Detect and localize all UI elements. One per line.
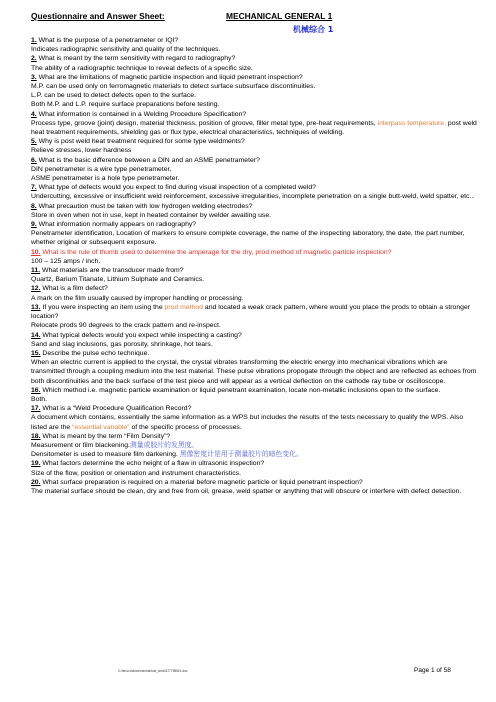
question-number: 18. bbox=[31, 432, 41, 440]
answer-line: Store in oven when not in use, kept in heated container by welder awaiting use. bbox=[31, 211, 272, 219]
qa-item-14 bbox=[31, 331, 477, 349]
question-text: What typical defects would you expect while inspecting a casting? bbox=[40, 331, 242, 339]
answer-text: Process type, groove (joint) design, material thickness, position of groove, filler metal type, pre-heat requirements, bbox=[31, 119, 378, 127]
question bbox=[31, 248, 477, 257]
footer-page-number: Page 1 of 58 bbox=[414, 667, 451, 674]
question-number: 2. bbox=[31, 55, 37, 63]
question bbox=[31, 459, 477, 468]
question-number: 5. bbox=[31, 138, 37, 146]
answer-line: ASME penetrameter is a hole type penetrameter. bbox=[31, 175, 180, 183]
question-text: What is the basic difference between a DIN and an ASME penetrameter? bbox=[36, 156, 260, 164]
qa-item-3 bbox=[31, 73, 477, 110]
question-number: 19. bbox=[31, 460, 41, 468]
answer-text: Measurement or film blackening. bbox=[31, 441, 130, 449]
document-title: Questionnaire and Answer Sheet: bbox=[31, 11, 165, 21]
qa-item-17 bbox=[31, 404, 477, 432]
question-number: 15. bbox=[31, 349, 41, 357]
question-text: and located a weak crack pattern, where would you place the prods to obtain a stronger location? bbox=[31, 303, 471, 321]
question-number: 9. bbox=[31, 221, 37, 229]
question bbox=[31, 266, 477, 275]
highlighted-text: interpass temperature, bbox=[377, 119, 447, 127]
qa-item-11 bbox=[31, 266, 477, 284]
answer-text: post weld heat treatment requirements, shielding gas or flux type, electrical characteristics, techniques of welding. bbox=[31, 119, 477, 137]
qa-item-13 bbox=[31, 303, 477, 331]
question-text: What information is contained in a Welding Procedure Specification? bbox=[36, 110, 247, 118]
question bbox=[31, 478, 477, 487]
question-text: What factors determine the echo height of a flaw in ultrasonic inspection? bbox=[40, 460, 265, 468]
question-number: 8. bbox=[31, 202, 37, 210]
answer-line: A mark on the film usually caused by improper handling or processing. bbox=[31, 294, 244, 302]
question-number: 17. bbox=[31, 405, 41, 413]
question-text: What materials are the transducer made from? bbox=[40, 267, 184, 275]
answer-line: Both. bbox=[31, 395, 47, 403]
question-text: Why is post weld heat treatment required for some type weldments? bbox=[36, 138, 245, 146]
document-subtitle: MECHANICAL GENERAL 1 bbox=[226, 11, 333, 21]
answer-line: Sand and slag inclusions, gas porosity, shrinkage, hot tears. bbox=[31, 340, 213, 348]
question-text: What is meant by the term sensitivity with regard to radiography? bbox=[36, 55, 236, 63]
qa-item-12 bbox=[31, 284, 477, 302]
question-number: 4. bbox=[31, 110, 37, 118]
qa-list bbox=[31, 36, 477, 496]
question-text: Describe the pulse echo technique. bbox=[40, 349, 150, 357]
question-number: 3. bbox=[31, 73, 37, 81]
answer-line: Relieve stresses, lower hardness bbox=[31, 147, 132, 155]
question-number: 12. bbox=[31, 285, 41, 293]
question-text: What precaution must be taken with low hydrogen welding electrodes? bbox=[36, 202, 253, 210]
question-text: What is the rule of thumb used to determine the amperage for the dry, prod method of magnetic particle inspection? bbox=[40, 248, 392, 256]
qa-item-10 bbox=[31, 248, 477, 266]
answer-line: Size of the flow, position or orientation and instrument characteristics. bbox=[31, 469, 241, 477]
highlighted-text: “essential vanable” bbox=[72, 423, 130, 431]
qa-item-20 bbox=[31, 478, 477, 496]
question-text: What is the purpose of a penetrameter or IQI? bbox=[36, 37, 179, 44]
question bbox=[31, 73, 477, 82]
question-text: What surface preparation is required on a material before magnetic particle or liquid penetrant inspection? bbox=[40, 478, 363, 486]
question bbox=[31, 404, 477, 413]
question-text: What is meant by the term “Film Density”? bbox=[40, 432, 171, 440]
qa-item-4 bbox=[31, 110, 477, 138]
qa-item-18 bbox=[31, 432, 477, 460]
question-number: 16. bbox=[31, 386, 41, 394]
question-text: What is a “Weld Procedure Qualification Record? bbox=[40, 405, 192, 413]
question-text: What is a film defect? bbox=[40, 285, 108, 293]
question bbox=[31, 183, 477, 192]
answer-text: A document which contains, essentially the same information as a WPS but includes the results of the tests necessary to qualify the WPS. Also listed are the bbox=[31, 414, 464, 431]
answer-line: Indicates radiographic sensitivity and quality of the techniques. bbox=[31, 46, 221, 54]
question-number: 10. bbox=[31, 248, 41, 256]
qa-item-16 bbox=[31, 386, 477, 404]
answer-line: When an electric current is applied to the crystal, the crystal vibrates transforming the electric energy into mechanical vibrations which are transmitted through a coupling medium into the test material. These pulse vibrations propogate through the object and are reflected as echoes from both discontinuities and the back surface of the test piece and will appear as a vertical deflection on the cathode ray tube or oscilloscope. bbox=[31, 359, 477, 385]
qa-item-5 bbox=[31, 137, 477, 155]
translation-text: 黑像密度计是用于测量胶片的暗色变化。 bbox=[179, 450, 303, 459]
question bbox=[31, 386, 477, 395]
answer-text: Densitometer is used to measure film darkening. bbox=[31, 451, 180, 459]
answer-line: L.P. can be used to detect defects open to the surface. bbox=[31, 92, 196, 100]
question-number: 1. bbox=[31, 37, 37, 44]
qa-item-19 bbox=[31, 459, 477, 477]
question-number: 13. bbox=[31, 303, 41, 311]
question bbox=[31, 220, 477, 229]
question bbox=[31, 432, 477, 441]
answer-line: The material surface should be clean, dry and free from oil, grease, weld spatter or anything that will obscure or interfere with defect detection. bbox=[31, 487, 462, 495]
translation-text: 测量或胶片的发黑度。 bbox=[129, 440, 199, 449]
qa-item-8 bbox=[31, 202, 477, 220]
qa-item-7 bbox=[31, 183, 477, 201]
question-number: 20. bbox=[31, 478, 41, 486]
answer-text: of the specific process of processes. bbox=[129, 423, 242, 431]
question-number: 14. bbox=[31, 331, 41, 339]
qa-item-6 bbox=[31, 156, 477, 184]
question bbox=[31, 36, 477, 45]
answer-line: Relocate prods 90 degrees to the crack pattern and re-inspect. bbox=[31, 322, 221, 330]
answer-line: DIN penetrameter is a wire type penetrameter, bbox=[31, 165, 172, 173]
footer-file-path: C:\lenovo\docs\mechanical_work\377798521.doc bbox=[118, 669, 188, 673]
question-text: What are the limitations of magnetic particle inspection and liquid penetrant inspection? bbox=[36, 73, 303, 81]
question bbox=[31, 202, 477, 211]
question bbox=[31, 303, 477, 321]
question-text: Which method i.e. magnetic particle examination or liquid penetrant examination, locate non-metallic inclusions open to the surface. bbox=[40, 386, 441, 394]
qa-item-2 bbox=[31, 54, 477, 72]
question-number: 7. bbox=[31, 184, 37, 192]
answer-line: Penetrameter identification, Location of markers to ensure complete coverage, the name of the inspecting laboratory, the date, the part number, whether original or subsequent exposure. bbox=[31, 230, 465, 247]
answer-line bbox=[31, 441, 477, 450]
answer-line: Quartz, Barium Titanate, Lithium Sulphate and Ceramics. bbox=[31, 276, 205, 284]
question-text: If you were inspecting an item using the bbox=[40, 303, 165, 311]
question bbox=[31, 54, 477, 63]
question-number: 6. bbox=[31, 156, 37, 164]
answer-line: Both M.P. and L.P. require surface preparations before testing. bbox=[31, 101, 220, 109]
qa-item-15 bbox=[31, 349, 477, 386]
answer-line bbox=[31, 119, 477, 137]
answer-line: 100 – 125 amps / inch. bbox=[31, 257, 101, 265]
question bbox=[31, 137, 477, 146]
question-text: What type of defects would you expect to find during visual inspection of a completed weld? bbox=[36, 184, 316, 192]
question bbox=[31, 349, 477, 358]
highlighted-text: prod method bbox=[164, 303, 203, 311]
question bbox=[31, 110, 477, 119]
chinese-subtitle: 机械综合 1 bbox=[293, 25, 334, 34]
answer-line bbox=[31, 450, 477, 459]
answer-line: The ability of a radiographic technique to reveal defects of a specific size. bbox=[31, 64, 253, 72]
question bbox=[31, 156, 477, 165]
question bbox=[31, 284, 477, 293]
answer-line: Undercutting, excessive or insufficient weld reinforcement, excessive irregularities, incomplete penetration on a single butt-weld, weld spatter, etc.. bbox=[31, 193, 474, 201]
answer-line bbox=[31, 413, 477, 431]
question-text: What information normally appears on radiography? bbox=[36, 221, 197, 229]
answer-line: M.P. can be used only on ferromagnetic materials to detect surface subsurface discontinuities. bbox=[31, 83, 316, 91]
question-number: 11. bbox=[31, 267, 41, 275]
question bbox=[31, 331, 477, 340]
qa-item-1 bbox=[31, 36, 477, 54]
qa-item-9 bbox=[31, 220, 477, 248]
